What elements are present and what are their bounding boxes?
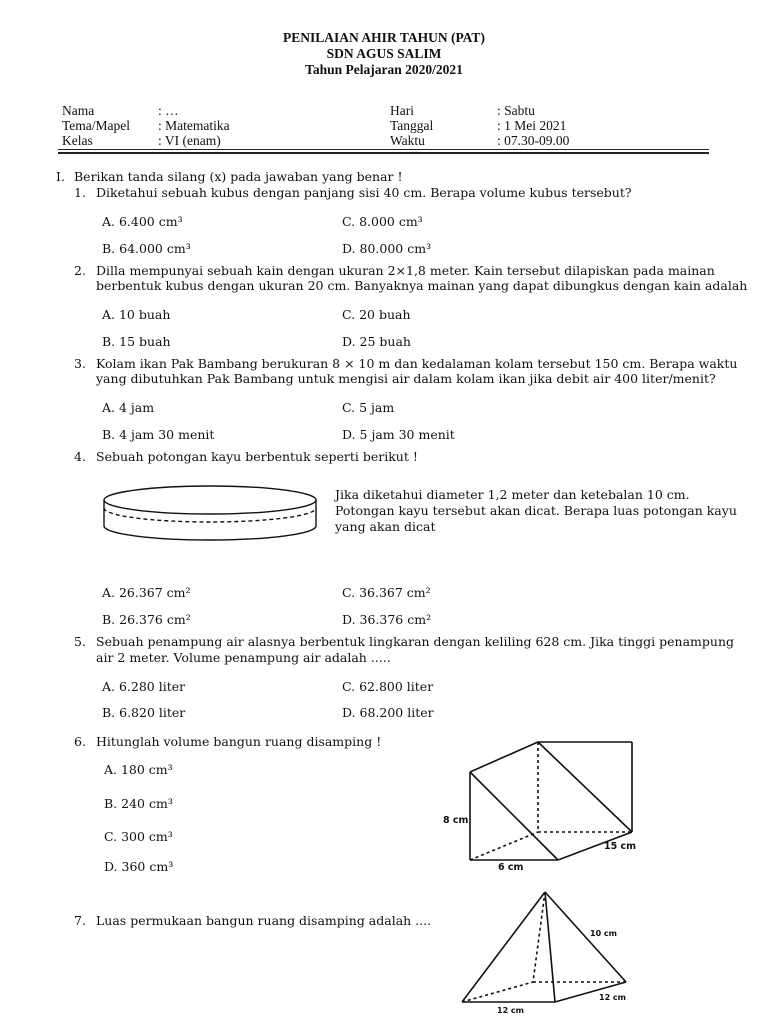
- figure-label-length: 15 cm: [604, 841, 637, 852]
- title-line-1: PENILAIAN AHIR TAHUN (PAT): [283, 30, 485, 45]
- school-name: SDN AGUS SALIM: [326, 46, 442, 61]
- option-d[interactable]: D. 5 jam 30 menit: [342, 427, 455, 442]
- question-text-line-2: air 2 meter. Volume penampung air adalah .....: [96, 650, 391, 665]
- nama-label: Nama: [62, 103, 95, 118]
- triangular-prism-figure: [440, 738, 670, 874]
- academic-year: Tahun Pelajaran 2020/2021: [305, 62, 463, 77]
- figure-label-base: 6 cm: [498, 862, 524, 873]
- wood-disc-figure: [100, 484, 320, 546]
- hari-value: : Sabtu: [497, 103, 535, 118]
- kelas-label: Kelas: [62, 133, 93, 148]
- question-side-text-line-2: Potongan kayu tersebut akan dicat. Berapa luas potongan kayu: [335, 503, 737, 518]
- option-d[interactable]: D. 36.376 cm²: [342, 612, 432, 627]
- option-a[interactable]: A. 180 cm³: [104, 762, 173, 777]
- option-b[interactable]: B. 240 cm³: [104, 796, 173, 811]
- pyramid-figure: [455, 888, 655, 1010]
- question-text-line-2: yang dibutuhkan Pak Bambang untuk mengisi air dalam kolam ikan jika debit air 400 liter/menit?: [96, 371, 716, 386]
- option-d[interactable]: D. 80.000 cm³: [342, 241, 432, 256]
- divider-thick: [58, 152, 709, 154]
- option-b[interactable]: B. 4 jam 30 menit: [102, 427, 215, 442]
- question-side-text-line-3: yang akan dicat: [335, 519, 436, 534]
- question-text: Sebuah potongan kayu berbentuk seperti berikut !: [96, 449, 418, 464]
- question-number: 6.: [74, 734, 86, 749]
- question-text-line-1: Kolam ikan Pak Bambang berukuran 8 × 10 m dan kedalaman kolam tersebut 150 cm. Berapa waktu: [96, 356, 738, 371]
- question-text-line-1: Sebuah penampung air alasnya berbentuk lingkaran dengan keliling 628 cm. Jika tinggi penampung: [96, 634, 735, 649]
- question-text: Hitunglah volume bangun ruang disamping !: [96, 734, 382, 749]
- figure-label-base: 12 cm: [497, 1006, 524, 1015]
- divider-thin: [58, 149, 709, 150]
- hari-label: Hari: [390, 103, 414, 118]
- option-a[interactable]: A. 10 buah: [102, 307, 171, 322]
- option-d[interactable]: D. 360 cm³: [104, 859, 174, 874]
- question-number: 3.: [74, 356, 86, 371]
- option-a[interactable]: A. 4 jam: [102, 400, 155, 415]
- question-number: 7.: [74, 913, 86, 928]
- figure-label-side: 12 cm: [599, 993, 626, 1002]
- question-text-line-2: berbentuk kubus dengan ukuran 20 cm. Banyaknya mainan yang dapat dibungkus dengan kain adalah: [96, 278, 748, 293]
- option-b[interactable]: B. 64.000 cm³: [102, 241, 191, 256]
- option-b[interactable]: B. 6.820 liter: [102, 705, 186, 720]
- option-d[interactable]: D. 25 buah: [342, 334, 411, 349]
- option-c[interactable]: C. 20 buah: [342, 307, 411, 322]
- option-b[interactable]: B. 26.376 cm²: [102, 612, 191, 627]
- option-b[interactable]: B. 15 buah: [102, 334, 171, 349]
- option-c[interactable]: C. 62.800 liter: [342, 679, 434, 694]
- option-c[interactable]: C. 36.367 cm²: [342, 585, 431, 600]
- figure-label-height: 8 cm: [443, 815, 469, 826]
- question-text-line-1: Dilla mempunyai sebuah kain dengan ukuran 2×1,8 meter. Kain tersebut dilapiskan pada mainan: [96, 263, 715, 278]
- question-number: 1.: [74, 185, 86, 200]
- option-c[interactable]: C. 5 jam: [342, 400, 395, 415]
- mapel-label: Tema/Mapel: [62, 118, 131, 133]
- option-d[interactable]: D. 68.200 liter: [342, 705, 434, 720]
- mapel-value: : Matematika: [158, 118, 230, 133]
- question-number: 2.: [74, 263, 86, 278]
- waktu-value: : 07.30-09.00: [497, 133, 570, 148]
- option-a[interactable]: A. 26.367 cm²: [102, 585, 191, 600]
- question-number: 5.: [74, 634, 86, 649]
- option-a[interactable]: A. 6.280 liter: [102, 679, 186, 694]
- question-text: Luas permukaan bangun ruang disamping adalah ....: [96, 913, 432, 928]
- waktu-label: Waktu: [390, 133, 425, 148]
- tanggal-label: Tanggal: [390, 118, 434, 133]
- section-number: I.: [56, 169, 65, 184]
- figure-label-slant: 10 cm: [590, 929, 617, 938]
- option-c[interactable]: C. 300 cm³: [104, 829, 173, 844]
- question-number: 4.: [74, 449, 86, 464]
- option-a[interactable]: A. 6.400 cm³: [102, 214, 183, 229]
- option-c[interactable]: C. 8.000 cm³: [342, 214, 423, 229]
- section-instruction: Berikan tanda silang (x) pada jawaban yang benar !: [74, 169, 403, 184]
- kelas-value: : VI (enam): [158, 133, 221, 148]
- tanggal-value: : 1 Mei 2021: [497, 118, 567, 133]
- nama-value: : …: [158, 103, 179, 118]
- question-side-text-line-1: Jika diketahui diameter 1,2 meter dan ketebalan 10 cm.: [335, 487, 690, 502]
- question-text: Diketahui sebuah kubus dengan panjang sisi 40 cm. Berapa volume kubus tersebut?: [96, 185, 632, 200]
